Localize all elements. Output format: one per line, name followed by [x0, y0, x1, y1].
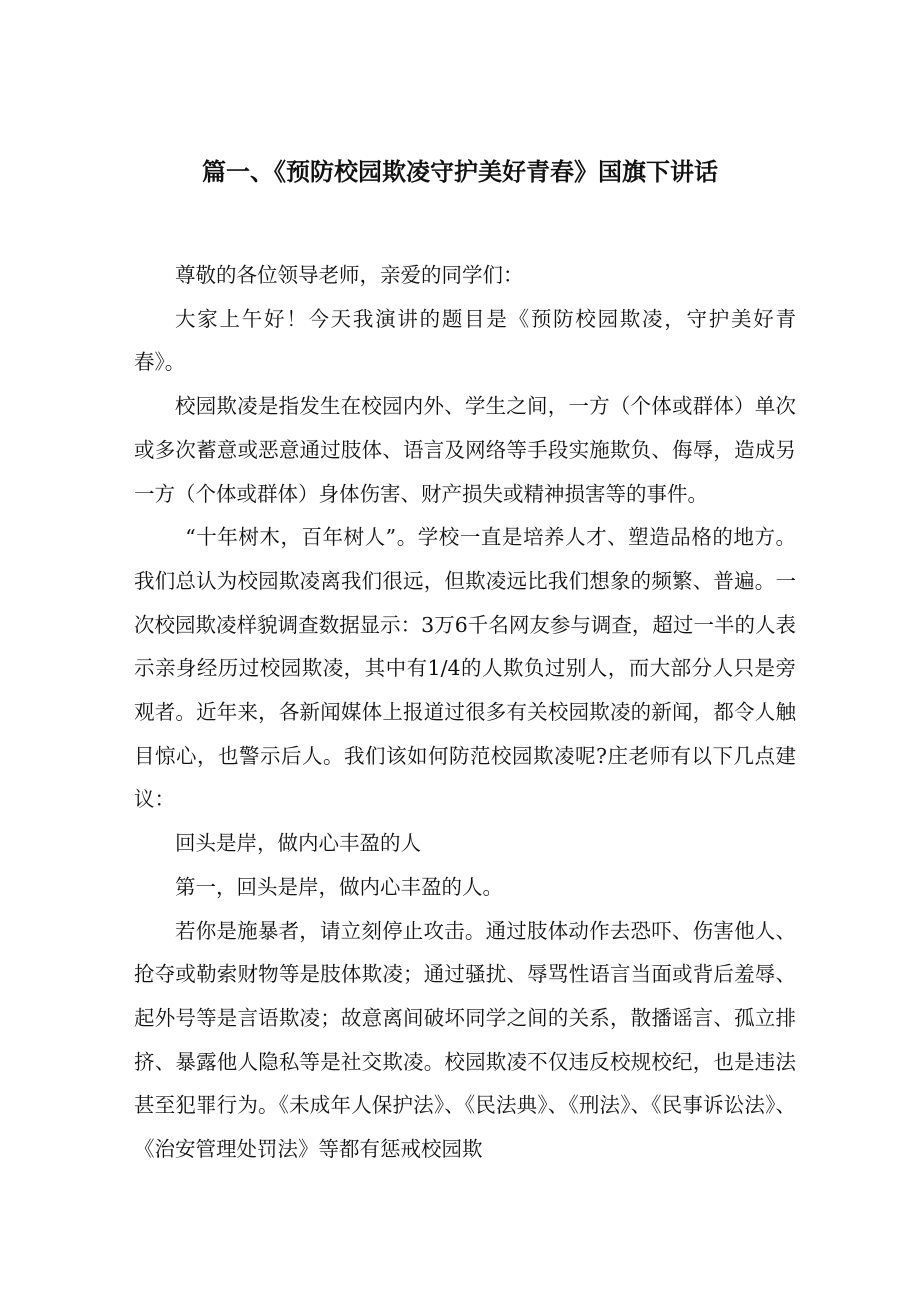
paragraph-salutation: 尊敬的各位领导老师，亲爱的同学们：: [175, 263, 524, 287]
document-title: 篇一、《预防校园欺凌守护美好青春》国旗下讲话: [202, 158, 718, 186]
paragraph-heading-1: 回头是岸，做内心丰盈的人: [175, 831, 421, 856]
document-body: [134, 254, 796, 1172]
paragraph-point-1: 第一，回头是岸，做内心丰盈的人。: [175, 874, 503, 899]
paragraph-survey: “十年树木，百年树人”。学校一直是培养人才、塑造品格的地方。我们总认为校园欺凌离我们很远，但欺凌远比我们想象的频繁、普遍。一次校园欺凌样貌调查数据显示：3万6千名网友参与调查，超过一半的人表示亲身经历过校园欺凌，其中有1/4的人欺负过别人，而大部分人只是旁观者。近年来，各新闻媒体上报道过很多有关校园欺凌的新闻，都令人触目惊心，也警示后人。我们该如何防范校园欺凌呢?庄老师有以下几点建议：: [134, 525, 796, 812]
paragraph-bully-types: 若你是施暴者，请立刻停止攻击。通过肢体动作去恐吓、伤害他人、抢夺或勒索财物等是肢体欺凌；通过骚扰、辱骂性语言当面或背后羞辱、起外号等是言语欺凌；故意离间破坏同学之间的关系，散播谣言、孤立排挤、暴露他人隐私等是社交欺凌。校园欺凌不仅违反校规校纪，也是违法甚至犯罪行为。《未成年人保护法》、《民法典》、《刑法》、《民事诉讼法》、《治安管理处罚法》等都有惩戒校园欺: [134, 918, 796, 1162]
paragraph-definition: 校园欺凌是指发生在校园内外、学生之间，一方（个体或群体）单次或多次蓄意或恶意通过肢体、语言及网络等手段实施欺负、侮辱，造成另一方（个体或群体）身体伤害、财产损失或精神损害等的事件。: [134, 394, 796, 506]
paragraph-greeting: 大家上午好！今天我演讲的题目是《预防校园欺凌，守护美好青春》。: [134, 306, 796, 375]
